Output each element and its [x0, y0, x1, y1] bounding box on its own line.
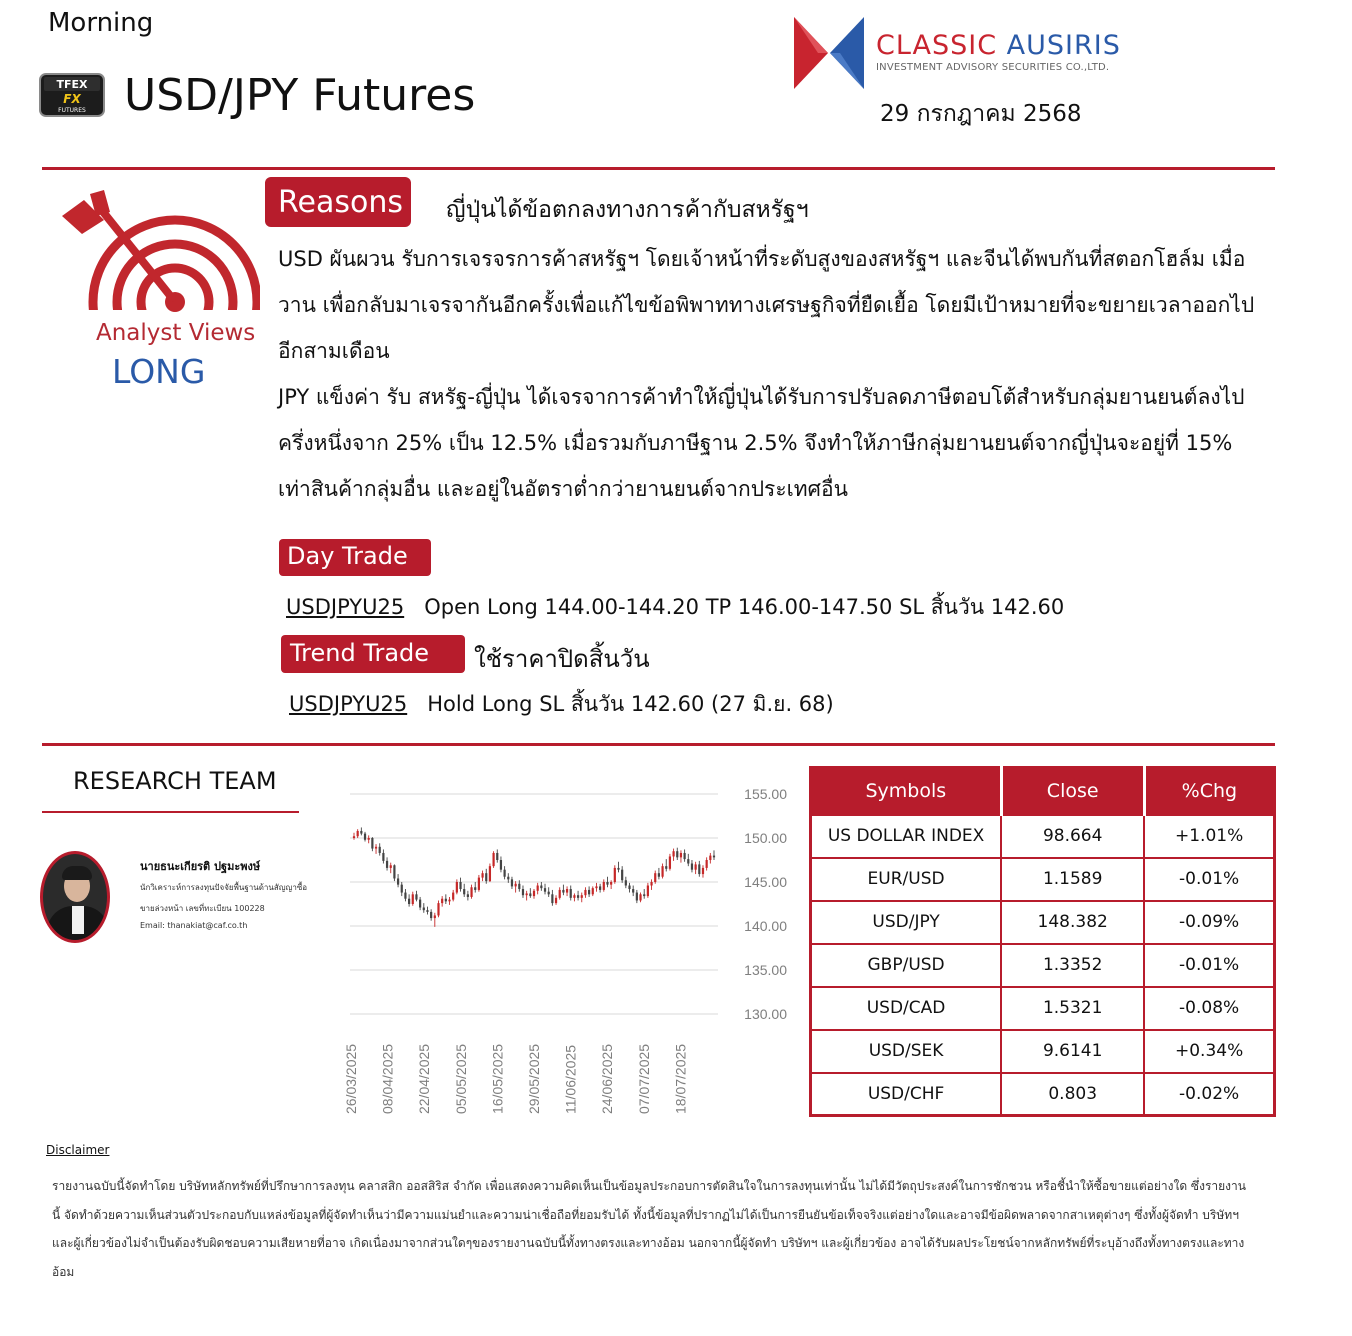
candle-body [603, 882, 605, 890]
candle-body [441, 899, 443, 903]
candle-body [625, 880, 627, 885]
cell-close: 1.3352 [1001, 944, 1144, 987]
column-header-symbols: Symbols [811, 768, 1002, 815]
cell-chg: -0.09% [1144, 901, 1274, 944]
cell-symbol: US DOLLAR INDEX [811, 815, 1002, 858]
candle-body [423, 908, 425, 911]
research-team-underline [42, 811, 299, 813]
candle-body [456, 882, 458, 893]
candle-body [617, 868, 619, 870]
candle-body [643, 894, 645, 896]
cell-chg: +0.34% [1144, 1030, 1274, 1073]
candle-body [459, 882, 461, 889]
table-row [811, 944, 1275, 987]
cell-close: 0.803 [1001, 1073, 1144, 1116]
candle-body [467, 894, 469, 897]
candle-body [474, 887, 476, 890]
candle-body [463, 889, 465, 894]
candle-body [577, 895, 579, 898]
candle-body [647, 886, 649, 897]
candle-body [518, 884, 520, 889]
candle-body [595, 886, 597, 888]
y-tick-label: 155.00 [744, 786, 787, 802]
candle-body [390, 865, 392, 868]
candle-body [636, 893, 638, 901]
candle-body [504, 870, 506, 877]
cell-chg: -0.01% [1144, 858, 1274, 901]
x-tick-label: 18/07/2025 [672, 1043, 689, 1114]
table-row [811, 901, 1275, 944]
candle-body [401, 885, 403, 893]
candle-body [408, 899, 410, 904]
table-row [811, 987, 1275, 1030]
y-tick-label: 140.00 [744, 918, 787, 934]
day-trade-symbol: USDJPYU25 [286, 595, 405, 619]
candle-body [566, 889, 568, 893]
candle-body [621, 870, 623, 881]
candle-body [485, 873, 487, 881]
edition-label: Morning [48, 8, 154, 38]
candle-body [507, 877, 509, 880]
svg-text:FX: FX [63, 92, 81, 106]
cell-symbol: USD/SEK [811, 1030, 1002, 1073]
candle-body [437, 903, 439, 915]
cell-close: 98.664 [1001, 815, 1144, 858]
cell-close: 1.1589 [1001, 858, 1144, 901]
candle-body [360, 831, 362, 834]
candle-body [533, 891, 535, 896]
trend-trade-badge: Trend Trade [281, 635, 465, 673]
reasons-headline: ญี่ปุ่นได้ข้อตกลงทางการค้ากับสหรัฐฯ [446, 197, 809, 223]
analyst-email: Email: thanakiat@caf.co.th [140, 921, 248, 930]
brand-mark-icon [794, 17, 864, 89]
table-row [811, 858, 1275, 901]
candle-body [548, 892, 550, 895]
candle-body [511, 879, 513, 886]
usdjpy-candlestick-chart [334, 776, 804, 1126]
y-tick-label: 150.00 [744, 830, 787, 846]
column-header-close: Close [1001, 768, 1144, 815]
report-date: 29 กรกฎาคม 2568 [880, 101, 1082, 127]
table-row [811, 1030, 1275, 1073]
candle-body [448, 900, 450, 902]
candle-body [445, 899, 447, 902]
analyst-role: นักวิเคราะห์การลงทุนปัจจัยพื้นฐานด้านสัญญาซื้อ [140, 883, 308, 892]
candle-body [496, 853, 498, 860]
candle-body [639, 894, 641, 900]
top-divider [42, 167, 1275, 170]
analyst-view-value: LONG [112, 352, 206, 391]
candle-body [412, 894, 414, 904]
cell-chg: -0.08% [1144, 987, 1274, 1030]
cell-chg: +1.01% [1144, 815, 1274, 858]
disclaimer-title: Disclaimer [46, 1143, 110, 1157]
candle-body [537, 886, 539, 891]
candle-body [478, 878, 480, 890]
candle-body [661, 866, 663, 877]
x-tick-label: 05/05/2025 [452, 1043, 469, 1114]
target-arrow-icon [60, 190, 260, 320]
candle-body [610, 882, 612, 885]
candle-body [500, 860, 502, 870]
day-trade-line [286, 591, 1064, 624]
candle-body [669, 856, 671, 868]
candle-body [489, 866, 491, 881]
candle-body [430, 912, 432, 918]
brand-name-first: CLASSIC [876, 30, 998, 61]
candle-body [687, 859, 689, 863]
candle-body [702, 868, 704, 874]
candle-body [551, 894, 553, 903]
candle-body [434, 915, 436, 918]
cell-symbol: USD/CHF [811, 1073, 1002, 1116]
chart-candles [353, 827, 715, 926]
candle-body [706, 860, 708, 868]
candle-body [371, 838, 373, 849]
candle-body [650, 882, 652, 886]
candle-body [481, 873, 483, 877]
candle-body [379, 847, 381, 853]
candle-body [526, 893, 528, 895]
candle-body [584, 890, 586, 895]
page-title: USD/JPY Futures [124, 70, 476, 121]
analyst-license: ขายล่วงหน้า เลขที่ทะเบียน 100228 [140, 904, 265, 913]
candle-body [698, 864, 700, 874]
chart-x-ticks [343, 1044, 688, 1114]
candle-body [588, 890, 590, 894]
disclaimer-text: รายงานฉบับนี้จัดทำโดย บริษัทหลักทรัพย์ที่ปรึกษาการลงทุน คลาสสิก ออสสิริส จำกัด เพื่อแสดงความคิดเห็นเป็นข้อมูลประกอบการตัดสินใจในการลงทุนเท่านั้น ไม่ได้มีวัตถุประสงค์ในการชักชวน หรือชี้นำให้ซื้อขายแต่อย่างใด ซึ่งรายงานนี้ จัดทำด้วยความเห็นส่วนตัวประกอบกับแหล่งข้อมูลที่ผู้จัดทำเห็นว่ามีความแม่นยำและความน่าเชื่อถือที่ยอมรับได้ ทั้งนี้ข้อมูลที่ปรากฏไม่ได้เป็นการยืนยันข้อเท็จจริงแต่อย่างใดและอาจมีข้อผิดพลาดจากสาเหตุต่างๆ ซึ่งทั้งผู้จัดทำ บริษัทฯ และผู้เกี่ยวข้องไม่จำเป็นต้องรับผิดชอบความเสียหายที่อาจ เกิดเนื่องมาจากส่วนใดๆของรายงานฉบับนี้ทั้งทางตรงและทางอ้อม นอกจากนี้ผู้จัดทำ บริษัทฯ และผู้เกี่ยวข้อง อาจได้รับผลประโยชน์จากหลักทรัพย์ที่ระบุอ้างถึงทั้งทางตรงและทางอ้อม [52, 1179, 1246, 1279]
x-tick-label: 07/07/2025 [635, 1043, 652, 1114]
table-header-row [811, 768, 1275, 815]
candle-body [426, 910, 428, 912]
candle-body [672, 851, 674, 856]
candle-body [364, 834, 366, 840]
candle-body [573, 895, 575, 898]
brand-name-second: AUSIRIS [1006, 30, 1121, 61]
candle-body [452, 893, 454, 900]
trend-trade-symbol: USDJPYU25 [289, 692, 408, 716]
cell-close: 9.6141 [1001, 1030, 1144, 1073]
table-row [811, 1073, 1275, 1116]
cell-chg: -0.01% [1144, 944, 1274, 987]
analyst-views-label: Analyst Views [96, 320, 256, 346]
brand-name [876, 30, 1121, 61]
candle-body [691, 864, 693, 870]
y-tick-label: 145.00 [744, 874, 787, 890]
cell-symbol: EUR/USD [811, 858, 1002, 901]
candle-body [540, 886, 542, 889]
candle-body [492, 853, 494, 866]
x-tick-label: 26/03/2025 [343, 1043, 359, 1114]
candle-body [592, 888, 594, 894]
candle-body [544, 888, 546, 892]
cell-close: 1.5321 [1001, 987, 1144, 1030]
candle-body [393, 865, 395, 878]
candle-body [419, 900, 421, 908]
candle-body [628, 886, 630, 890]
svg-text:FUTURES: FUTURES [58, 107, 86, 114]
candle-body [581, 895, 583, 898]
candle-body [570, 889, 572, 898]
candle-body [713, 856, 715, 858]
candle-body [559, 890, 561, 898]
trend-trade-note: ใช้ราคาปิดสิ้นวัน [474, 645, 650, 673]
trend-trade-plan: Hold Long SL สิ้นวัน 142.60 (27 มิ.ย. 68) [427, 692, 834, 716]
candle-body [404, 893, 406, 899]
column-header-chg: %Chg [1144, 768, 1274, 815]
x-tick-label: 22/04/2025 [416, 1043, 433, 1114]
candle-body [562, 890, 564, 893]
candle-body [632, 889, 634, 893]
candle-body [357, 831, 359, 836]
x-tick-label: 29/05/2025 [526, 1043, 542, 1114]
candle-body [368, 838, 370, 840]
candle-body [676, 851, 678, 857]
analyst-name: นายธนะเกียรติ ปฐมะพงษ์ [140, 860, 261, 873]
usd-paragraph: USD ผันผวน รับการเจรจรการค้าสหรัฐฯ โดยเจ้าหน้าที่ระดับสูงของสหรัฐฯ และจีนได้พบกันที่สตอกโฮล์ม เมื่อวาน เพื่อกลับมาเจรจากันอีกครั้งเพื่อแก้ไขข้อพิพาททางเศรษฐกิจที่ยืดเยื้อ โดยมีเป้าหมายที่จะขยายเวลาออกไปอีกสามเดือน [278, 247, 1255, 363]
cell-symbol: USD/CAD [811, 987, 1002, 1030]
reasons-badge: Reasons [265, 177, 411, 227]
candle-body [695, 864, 697, 869]
analyst-avatar [40, 851, 110, 943]
cell-chg: -0.02% [1144, 1073, 1274, 1116]
candle-body [606, 882, 608, 885]
chart-y-ticks [744, 786, 787, 1022]
day-trade-badge: Day Trade [279, 539, 431, 576]
day-trade-plan: Open Long 144.00-144.20 TP 146.00-147.50 SL สิ้นวัน 142.60 [424, 595, 1065, 619]
candle-body [375, 847, 377, 849]
fx-quotes-table [809, 766, 1276, 1117]
brand-subtitle: INVESTMENT ADVISORY SECURITIES CO.,LTD. [876, 62, 1110, 73]
x-tick-label: 16/05/2025 [489, 1043, 506, 1114]
candle-body [654, 873, 656, 882]
svg-text:TFEX: TFEX [56, 78, 88, 91]
research-team-title: RESEARCH TEAM [73, 767, 277, 795]
candle-body [680, 853, 682, 857]
candle-body [353, 836, 355, 838]
cell-symbol: GBP/USD [811, 944, 1002, 987]
middle-divider [42, 743, 1275, 746]
x-tick-label: 11/06/2025 [562, 1044, 579, 1114]
candle-body [709, 856, 711, 860]
table-row [811, 815, 1275, 858]
candle-body [515, 884, 517, 887]
candle-body [614, 868, 616, 882]
cell-symbol: USD/JPY [811, 901, 1002, 944]
candle-body [684, 853, 686, 859]
jpy-paragraph: JPY แข็งค่า รับ สหรัฐ-ญี่ปุ่น ได้เจรจาการค้าทำให้ญี่ปุ่นได้รับการปรับลดภาษีตอบโต้สำหรับกลุ่มยานยนต์ลงไปครึ่งหนึ่งจาก 25% เป็น 12.5% เมื่อรวมกับภาษีฐาน 2.5% จึงทำให้ภาษีกลุ่มยานยนต์จากญี่ปุ่นจะอยู่ที่ 15% เท่าสินค้ากลุ่มอื่น และอยู่ในอัตราต่ำกว่ายานยนต์จากประเทศอื่น [278, 385, 1245, 501]
y-tick-label: 130.00 [744, 1006, 787, 1022]
candle-body [415, 894, 417, 899]
candle-body [658, 873, 660, 877]
chart-grid [350, 794, 718, 1014]
trend-trade-line [289, 688, 834, 721]
x-tick-label: 24/06/2025 [599, 1043, 616, 1114]
candle-body [382, 853, 384, 861]
candle-body [555, 898, 557, 903]
y-tick-label: 135.00 [744, 962, 787, 978]
candle-body [397, 878, 399, 884]
candle-body [599, 886, 601, 890]
candle-body [470, 887, 472, 897]
x-tick-label: 08/04/2025 [379, 1043, 396, 1114]
cell-close: 148.382 [1001, 901, 1144, 944]
candle-body [665, 866, 667, 869]
tfex-logo-icon [38, 72, 106, 118]
candle-body [386, 861, 388, 868]
candle-body [522, 889, 524, 895]
candle-body [529, 893, 531, 896]
